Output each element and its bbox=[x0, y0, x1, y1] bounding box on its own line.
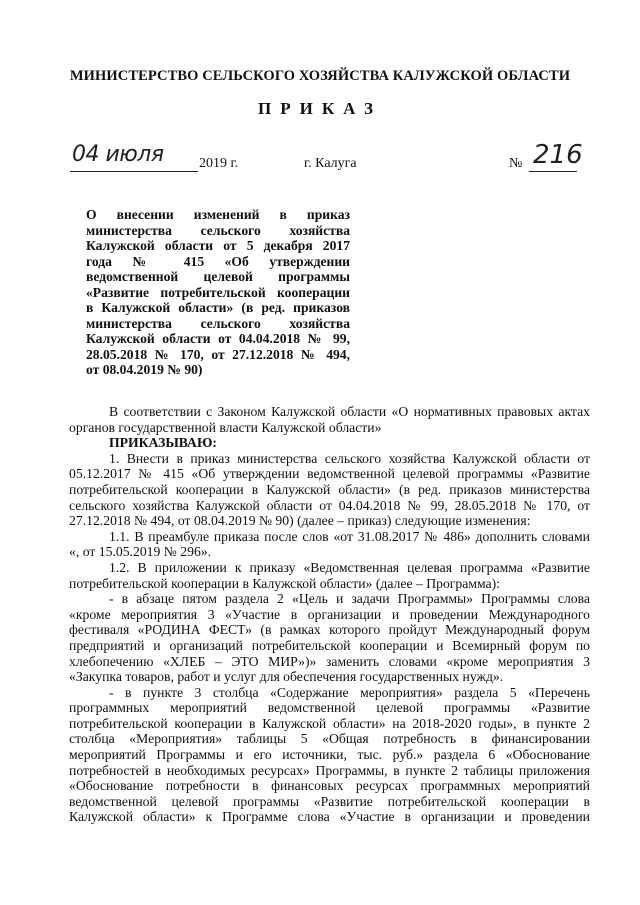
body-line: потребностей в необходимых ресурсах» Программы, в пункте 2 таблицы приложения bbox=[69, 762, 590, 778]
body-line: фестиваля «РОДИНА ФЕСТ» (в рамках которого пройдут Международный форум bbox=[69, 622, 590, 638]
body-line: хлебопечению «ХЛЕБ – ЭТО МИР»)» заменить словами «кроме мероприятия 3 bbox=[69, 653, 590, 669]
body-line: «Закупка товаров, работ и услуг для обеспечения государственных нужд». bbox=[69, 669, 504, 685]
subject-line: «Развитие потребительской кооперации bbox=[86, 284, 350, 300]
subject-line: 28.05.2018 № 170, от 27.12.2018 № 494, bbox=[86, 346, 350, 362]
subject-line: года № 415 «Об утверждении bbox=[86, 253, 350, 269]
number-sign: № bbox=[509, 156, 523, 171]
subject-line: от 08.04.2019 № 90) bbox=[86, 362, 203, 377]
city: г. Калуга bbox=[304, 156, 357, 171]
body-line: органов государственной власти Калужской области» bbox=[69, 419, 382, 435]
body-line: «Обоснование потребности в финансовых ресурсах программных мероприятий bbox=[69, 778, 590, 794]
body-line: 1.1. В преамбуле приказа после слов «от 31.08.2017 № 486» дополнить словами bbox=[109, 528, 590, 544]
body-line: - в пункте 3 столбца «Содержание мероприятия» раздела 5 «Перечень bbox=[109, 684, 590, 700]
subject-line: ведомственной целевой программы bbox=[86, 269, 350, 284]
orders-heading: ПРИКАЗЫВАЮ: bbox=[109, 435, 217, 451]
body-line: 1. Внести в приказ министерства сельского хозяйства Калужской области от bbox=[109, 450, 590, 466]
handwritten-date: 04 июля bbox=[72, 142, 164, 167]
subject-line: О внесении изменений в приказ bbox=[86, 207, 350, 222]
document-type-title: ПРИКАЗ bbox=[258, 99, 382, 118]
subject-line: министерства сельского хозяйства bbox=[86, 315, 350, 331]
order-subject bbox=[86, 207, 350, 378]
subject-line: в Калужской области» (в ред. приказов bbox=[86, 300, 350, 315]
body-line: - в абзаце пятом раздела 2 «Цель и задачи Программы» Программы слова bbox=[109, 591, 590, 607]
handwritten-number: 216 bbox=[533, 140, 583, 170]
body-line: В соответствии с Законом Калужской области «О нормативных правовых актах bbox=[109, 404, 590, 419]
body-line: предприятий и организаций потребительской кооперации и Всемирный форум по bbox=[69, 637, 590, 653]
body-line: Калужской области» к Программе слова «Участие в организации и проведении bbox=[69, 809, 590, 825]
date-number-line bbox=[0, 140, 640, 180]
subject-line: министерства сельского хозяйства bbox=[86, 222, 350, 238]
date-underline bbox=[70, 171, 198, 172]
subject-line: Калужской области от 04.04.2018 № 99, bbox=[86, 331, 350, 346]
body-line: «кроме мероприятия 3 «Участие в организации и проведении Международного bbox=[69, 606, 590, 622]
body-line: потребительской кооперации в Калужской области» (далее – Программа): bbox=[69, 575, 500, 591]
body-line: сельского хозяйства Калужской области от 04.04.2018 № 99, 28.05.2018 № 170, от bbox=[69, 497, 590, 513]
body-line: «, от 15.05.2019 № 296». bbox=[69, 544, 212, 560]
body-line: 1.2. В приложении к приказу «Ведомственная целевая программа «Развитие bbox=[109, 559, 590, 575]
body-line: ведомственной целевой программы «Развитие потребительской кооперации в bbox=[69, 793, 590, 809]
body-line: программных мероприятий ведомственной целевой программы «Развитие bbox=[69, 700, 590, 716]
body-line: потребительской кооперации в Калужской области» на 2018-2020 годы», в пункте 2 bbox=[69, 715, 590, 731]
subject-line: Калужской области от 5 декабря 2017 bbox=[86, 238, 350, 253]
number-underline bbox=[529, 171, 577, 172]
ministry-heading: МИНИСТЕРСТВО СЕЛЬСКОГО ХОЗЯЙСТВА КАЛУЖСКОЙ ОБЛАСТИ bbox=[69, 68, 571, 84]
order-body bbox=[69, 404, 590, 825]
body-line: 27.12.2018 № 494, от 08.04.2019 № 90) (далее – приказ) следующие изменения: bbox=[69, 513, 531, 529]
body-line: столбца «Мероприятия» таблицы 5 «Общая потребность в финансировании bbox=[69, 731, 590, 747]
body-line: потребительской кооперации в Калужской области» (в ред. приказов министерства bbox=[69, 481, 590, 497]
body-line: 05.12.2017 № 415 «Об утверждении ведомственной целевой программы «Развитие bbox=[69, 466, 590, 482]
date-year: 2019 г. bbox=[199, 156, 239, 171]
body-line: мероприятий Программы и его источники, тыс. руб.» раздела 6 «Обоснование bbox=[69, 747, 590, 763]
